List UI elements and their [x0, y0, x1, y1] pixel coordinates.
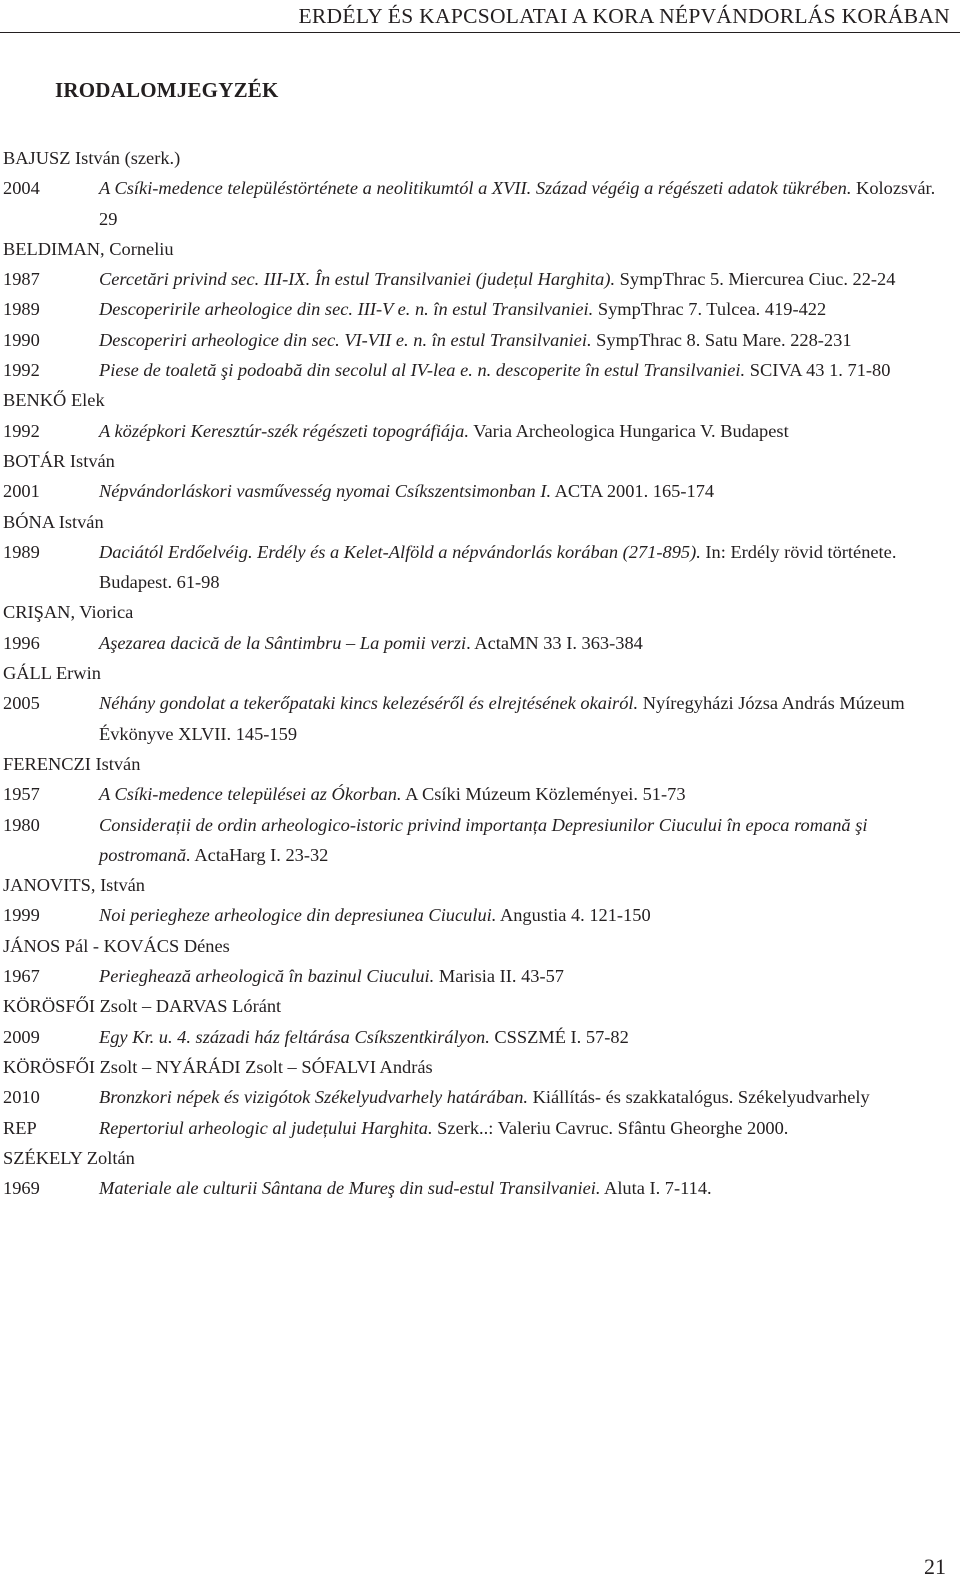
- entry-year: 2009: [3, 1026, 40, 1047]
- entry-details: Marisia II. 43-57: [434, 966, 564, 987]
- bibliography-entry: [3, 1082, 943, 1112]
- bibliography-entry: [3, 537, 943, 598]
- entry-title: Perieghează arheologică în bazinul Ciucului.: [99, 966, 435, 987]
- entry-title: Piese de toaletă şi podoabă din secolul al IV-lea e. n. descoperite în estul Transilvaniei.: [99, 360, 746, 381]
- entry-title: Daciától Erdőelvéig. Erdély és a Kelet-Alföld a népvándorlás korában (271-895).: [99, 541, 701, 562]
- entry-title: Noi periegheze arheologice din depresiunea Ciucului.: [99, 905, 497, 926]
- bibliography-entry: [3, 810, 943, 871]
- entry-details: SympThrac 8. Satu Mare. 228-231: [591, 329, 852, 350]
- entry-title: Néhány gondolat a tekerőpataki kincs kelezéséről és elrejtésének okairól.: [99, 693, 639, 714]
- entry-details: A Csíki Múzeum Közleményei. 51-73: [401, 784, 686, 805]
- bibliography-author: CRIŞAN, Viorica: [3, 602, 134, 623]
- entry-details: Angustia 4. 121-150: [496, 905, 651, 926]
- bibliography-author: KÖRÖSFŐI Zsolt – DARVAS Lóránt: [3, 996, 282, 1017]
- bibliography-author: JANOVITS, István: [3, 875, 146, 896]
- entry-details: CSSZMÉ I. 57-82: [489, 1026, 629, 1047]
- entry-details: SympThrac 7. Tulcea. 419-422: [593, 299, 827, 320]
- entry-year: REP: [3, 1117, 37, 1138]
- bibliography-author: JÁNOS Pál - KOVÁCS Dénes: [3, 935, 230, 956]
- entry-details: . ActaMN 33 I. 363-384: [466, 632, 643, 653]
- bibliography-author: SZÉKELY Zoltán: [3, 1147, 135, 1168]
- bibliography-entry: [3, 416, 943, 446]
- entry-year: 1989: [3, 541, 40, 562]
- bibliography-author: BELDIMAN, Corneliu: [3, 238, 174, 259]
- entry-year: 1957: [3, 784, 40, 805]
- entry-year: 1992: [3, 420, 40, 441]
- entry-year: 2010: [3, 1087, 40, 1108]
- entry-year: 1992: [3, 360, 40, 381]
- entry-details: In: Erdély rövid története. Budapest. 61-98: [99, 541, 897, 593]
- entry-details: Kiállítás- és szakkatalógus. Székelyudvarhely: [528, 1087, 870, 1108]
- bibliography-author: FERENCZI István: [3, 753, 141, 774]
- bibliography-entry: [3, 900, 943, 930]
- bibliography-entry: [3, 264, 943, 294]
- entry-year: 2005: [3, 693, 40, 714]
- entry-title: Descoperirile arheologice din sec. III-V e. n. în estul Transilvaniei.: [99, 299, 594, 320]
- bibliography-list: [3, 143, 943, 1203]
- running-head: ERDÉLY ÉS KAPCSOLATAI A KORA NÉPVÁNDORLÁS KORÁBAN: [298, 4, 950, 28]
- entry-details: Nyíregyházi Józsa András Múzeum Évkönyve XLVII. 145-159: [99, 693, 905, 744]
- entry-title: A középkori Keresztúr-szék régészeti topográfiája.: [99, 420, 469, 441]
- entry-title: Cercetări privind sec. III-IX. În estul Transilvaniei (județul Harghita).: [99, 269, 616, 290]
- entry-details: SCIVA 43 1. 71-80: [745, 360, 891, 381]
- entry-year: 1999: [3, 905, 40, 926]
- bibliography-entry: [3, 1173, 943, 1203]
- entry-details: Szerk..: Valeriu Cavruc. Sfântu Gheorghe 2000.: [432, 1117, 789, 1138]
- entry-title: A Csíki-medence településtörténete a neolitikumtól a XVII. Század végéig a régészeti adatok tükrében.: [99, 178, 852, 199]
- entry-details: Aluta I. 7-114.: [600, 1178, 712, 1199]
- bibliography-author: GÁLL Erwin: [3, 663, 101, 684]
- bibliography-author: BAJUSZ István (szerk.): [3, 148, 181, 168]
- entry-title: Materiale ale culturii Sântana de Mureş din sud-estul Transilvaniei.: [99, 1178, 601, 1199]
- entry-details: Kolozsvár. 29: [99, 178, 936, 229]
- entry-year: 1980: [3, 814, 40, 835]
- bibliography-author: KÖRÖSFŐI Zsolt – NYÁRÁDI Zsolt – SÓFALVI András: [3, 1056, 433, 1077]
- page-number: 21: [924, 1554, 946, 1579]
- bibliography-entry: [3, 1022, 943, 1052]
- entry-title: Népvándorláskori vasművesség nyomai Csíkszentsimonban I.: [99, 481, 552, 502]
- bibliography-author: BOTÁR István: [3, 450, 115, 471]
- header-rule: [0, 32, 960, 33]
- entry-year: 2001: [3, 481, 40, 502]
- bibliography-entry: [3, 961, 943, 991]
- section-title: IRODALOMJEGYZÉK: [55, 78, 279, 102]
- entry-details: Varia Archeologica Hungarica V. Budapest: [468, 420, 789, 441]
- entry-title: Considerații de ordin arheologico-istoric privind importanța Depresiunilor Ciucului în epoca romană şi postromană.: [99, 814, 868, 865]
- bibliography-entry: [3, 628, 943, 658]
- bibliography-entry: [3, 294, 943, 324]
- entry-title: Egy Kr. u. 4. századi ház feltárása Csíkszentkirályon.: [99, 1026, 490, 1047]
- entry-year: 1967: [3, 966, 40, 987]
- entry-year: 1987: [3, 269, 40, 290]
- bibliography-entry: [3, 688, 943, 749]
- bibliography-author: BENKŐ Elek: [3, 390, 105, 411]
- entry-details: SympThrac 5. Miercurea Ciuc. 22-24: [615, 269, 896, 290]
- bibliography-entry: [3, 476, 943, 506]
- bibliography-entry: [3, 355, 943, 385]
- entry-title: A Csíki-medence települései az Ókorban.: [99, 784, 402, 805]
- bibliography-entry: [3, 1113, 943, 1143]
- entry-title: Bronzkori népek és vizigótok Székelyudvarhely határában.: [99, 1087, 529, 1108]
- bibliography-entry: [3, 173, 943, 234]
- bibliography-entry: [3, 325, 943, 355]
- entry-year: 1969: [3, 1178, 40, 1199]
- entry-title: Descoperiri arheologice din sec. VI-VII e. n. în estul Transilvaniei.: [99, 329, 592, 350]
- entry-year: 1989: [3, 299, 40, 320]
- entry-details: ACTA 2001. 165-174: [551, 481, 715, 502]
- bibliography-entry: [3, 779, 943, 809]
- entry-title: Repertoriul arheologic al județului Harghita.: [99, 1117, 433, 1138]
- entry-year: 2004: [3, 178, 40, 199]
- entry-details: ActaHarg I. 23-32: [190, 844, 329, 865]
- entry-year: 1996: [3, 632, 40, 653]
- entry-title: Aşezarea dacică de la Sântimbru – La pomii verzi: [99, 632, 467, 653]
- entry-year: 1990: [3, 329, 40, 350]
- bibliography-author: BÓNA István: [3, 511, 104, 532]
